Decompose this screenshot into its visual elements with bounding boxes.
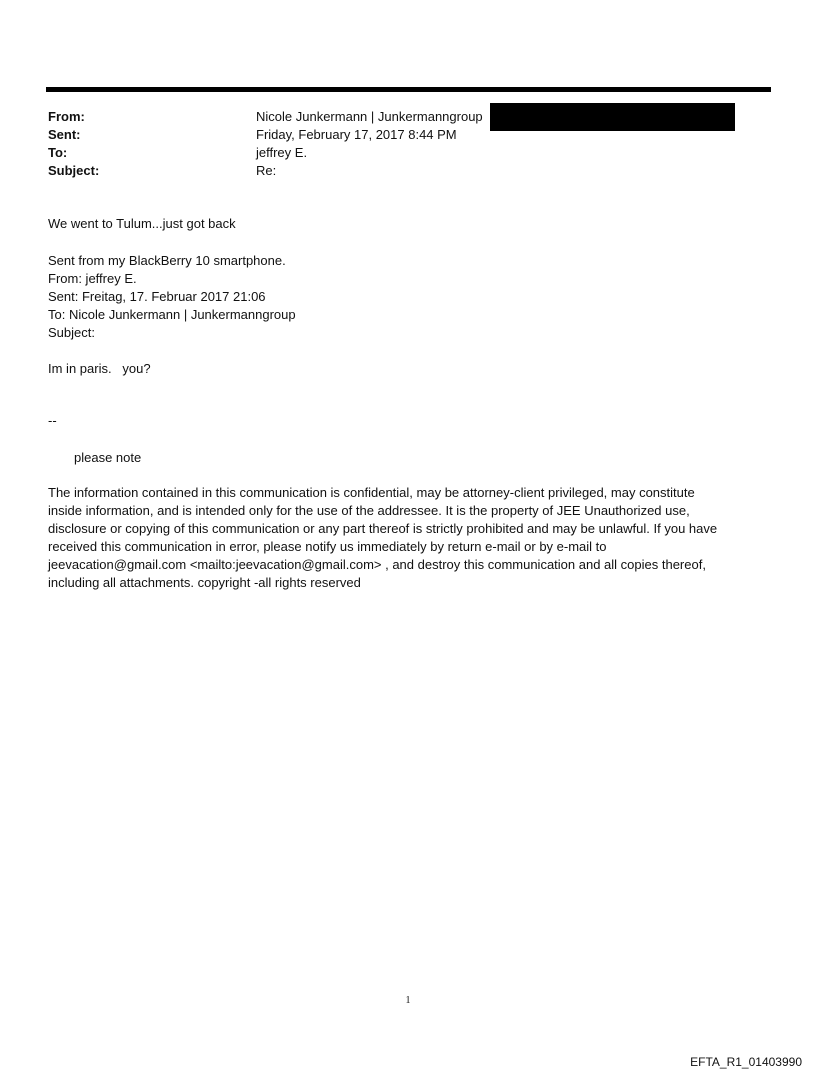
redaction-box (490, 103, 735, 131)
quoted-from: From: jeffrey E. (48, 271, 137, 286)
disclaimer-line: including all attachments. copyright -all rights reserved (48, 575, 361, 590)
subject-label: Subject: (48, 163, 100, 178)
quoted-subject: Subject: (48, 325, 95, 340)
header-divider (46, 87, 771, 92)
from-value: Nicole Junkermann | Junkermanngroup (256, 109, 483, 124)
signature-line: Sent from my BlackBerry 10 smartphone. (48, 253, 286, 268)
disclaimer-line: inside information, and is intended only for the use of the addressee. It is the property of JEE Unauthorized use, (48, 503, 690, 518)
disclaimer-line: The information contained in this communication is confidential, may be attorney-client privileged, may constitute (48, 485, 695, 500)
quoted-sent: Sent: Freitag, 17. Februar 2017 21:06 (48, 289, 266, 304)
disclaimer-line: jeevacation@gmail.com <mailto:jeevacation@gmail.com> , and destroy this communication and all copies thereof, (48, 557, 706, 572)
subject-row (48, 162, 748, 180)
confidentiality-disclaimer (48, 484, 768, 592)
disclaimer-line: received this communication in error, please notify us immediately by return e-mail or by e-mail to (48, 539, 607, 554)
disclaimer-line: disclosure or copying of this communication or any part thereof is strictly prohibited and may be unlawful. If you have (48, 521, 718, 536)
quoted-message: Im in paris. you? (48, 361, 151, 376)
reply-line: We went to Tulum...just got back (48, 216, 236, 231)
to-value: jeffrey E. (256, 145, 308, 160)
from-label: From: (48, 109, 85, 124)
quoted-to: To: Nicole Junkermann | Junkermanngroup (48, 307, 296, 322)
to-row (48, 144, 748, 162)
signature-separator: -- (48, 413, 57, 428)
please-note: please note (74, 450, 142, 465)
sent-label: Sent: (48, 127, 81, 142)
to-label: To: (48, 145, 68, 160)
sent-value: Friday, February 17, 2017 8:44 PM (256, 127, 457, 142)
page-number: 1 (405, 995, 411, 1006)
subject-value: Re: (256, 163, 277, 178)
document-id: EFTA_R1_01403990 (690, 1055, 802, 1069)
